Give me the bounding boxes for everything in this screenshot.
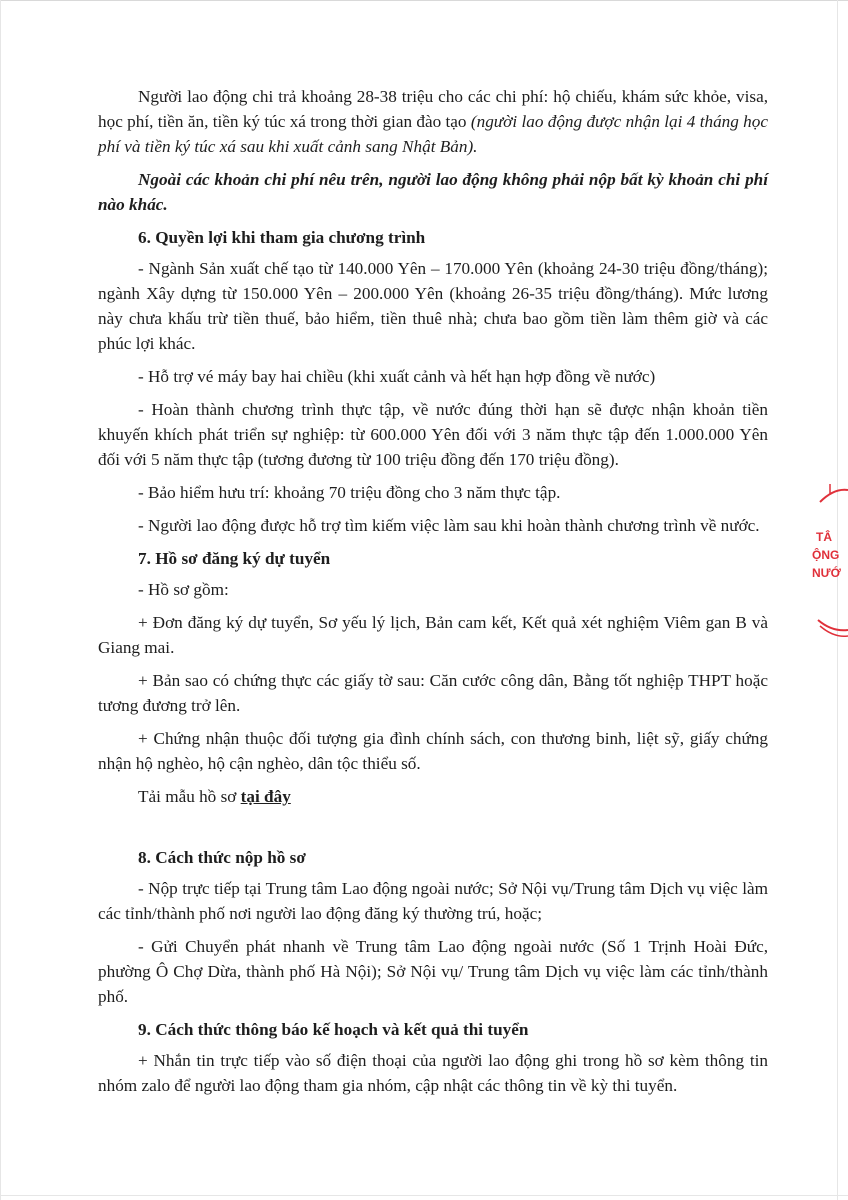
section-7-heading: 7. Hồ sơ đăng ký dự tuyển: [138, 549, 331, 568]
page-edge-bottom: [0, 1195, 848, 1196]
costs-note: (người lao động được nhận lại 4 tháng học phí và tiền ký túc xá sau khi xuất cảnh sang Nhật Bản).: [98, 112, 769, 156]
spacer: [98, 817, 768, 845]
dossier-item-copies: + Bản sao có chứng thực các giấy tờ sau: Căn cước công dân, Bằng tốt nghiệp THPT hoặc tương đương trở lên.: [98, 671, 768, 715]
page-edge-top: [0, 0, 848, 1]
dossier-item-certificates: + Chứng nhận thuộc đối tượng gia đình chính sách, con thương binh, liệt sỹ, giấy chứng nhận hộ nghèo, hộ cận nghèo, dân tộc thiểu số.: [98, 729, 768, 773]
download-prefix: Tải mẫu hồ sơ: [138, 787, 241, 806]
section-9-heading: 9. Cách thức thông báo kế hoạch và kết quả thi tuyển: [138, 1020, 529, 1039]
red-stamp-fragment: [808, 480, 848, 640]
benefit-pension: - Bảo hiểm hưu trí: khoảng 70 triệu đồng cho 3 năm thực tập.: [138, 483, 561, 502]
benefit-bonus: - Hoàn thành chương trình thực tập, về nước đúng thời hạn sẽ được nhận khoản tiền khuyến khích phát triển sự nghiệp: từ 600.000 Yên đối với 3 năm thực tập đến 1.000.000 Yên đối với 5 năm thực tập (tương đương từ 100 triệu đồng đến 170 triệu đồng).: [98, 400, 768, 469]
submit-by-courier: - Gửi Chuyển phát nhanh về Trung tâm Lao động ngoài nước (Số 1 Trịnh Hoài Đức, phường Ô Chợ Dừa, thành phố Hà Nội); Sở Nội vụ/ Trung tâm Dịch vụ việc làm các tỉnh/thành phố.: [98, 937, 768, 1006]
download-line: [98, 784, 768, 809]
dossier-intro: - Hồ sơ gồm:: [138, 580, 229, 599]
submit-in-person: - Nộp trực tiếp tại Trung tâm Lao động ngoài nước; Sở Nội vụ/Trung tâm Dịch vụ việc làm các tỉnh/thành phố nơi người lao động đăng ký thường trú, hoặc;: [98, 879, 768, 923]
stamp-line-3: NƯỚ: [812, 566, 841, 580]
stamp-line-1: TÂ: [816, 530, 832, 544]
stamp-arc-top: [820, 490, 848, 502]
stamp-line-2: ỘNG: [812, 548, 840, 562]
benefit-job-support: - Người lao động được hỗ trợ tìm kiếm việc làm sau khi hoàn thành chương trình về nước.: [138, 516, 760, 535]
notification-method: + Nhắn tin trực tiếp vào số điện thoại của người lao động ghi trong hồ sơ kèm thông tin nhóm zalo để người lao động tham gia nhóm, cập nhật các thông tin về kỳ thi tuyển.: [98, 1051, 768, 1095]
benefit-airfare: - Hỗ trợ vé máy bay hai chiều (khi xuất cảnh và hết hạn hợp đồng về nước): [138, 367, 656, 386]
no-other-fees-note: Ngoài các khoản chi phí nêu trên, người lao động không phải nộp bất kỳ khoản chi phí nào khác.: [98, 170, 768, 214]
section-6-heading: 6. Quyền lợi khi tham gia chương trình: [138, 228, 426, 247]
section-8-heading: 8. Cách thức nộp hồ sơ: [138, 848, 306, 867]
download-link[interactable]: tại đây: [240, 787, 291, 806]
costs-text: Người lao động chi trả khoảng 28-38 triệu cho các chi phí: hộ chiếu, khám sức khỏe, visa, học phí, tiền ăn, tiền ký túc xá trong thời gian đào tạo: [98, 87, 768, 131]
costs-paragraph: [98, 84, 768, 159]
document-body: [98, 84, 768, 1106]
dossier-item-forms: + Đơn đăng ký dự tuyển, Sơ yếu lý lịch, Bản cam kết, Kết quả xét nghiệm Viêm gan B và Giang mai.: [98, 613, 768, 657]
benefit-salary: - Ngành Sản xuất chế tạo từ 140.000 Yên – 170.000 Yên (khoảng 24-30 triệu đồng/tháng); ngành Xây dựng từ 150.000 Yên – 200.000 Yên (khoảng 26-35 triệu đồng/tháng). Mức lương này chưa khấu trừ tiền thuế, bảo hiểm, tiền thuê nhà; chưa bao gồm tiền làm thêm giờ và các phúc lợi khác.: [98, 259, 768, 353]
page-edge-left: [0, 0, 1, 1200]
